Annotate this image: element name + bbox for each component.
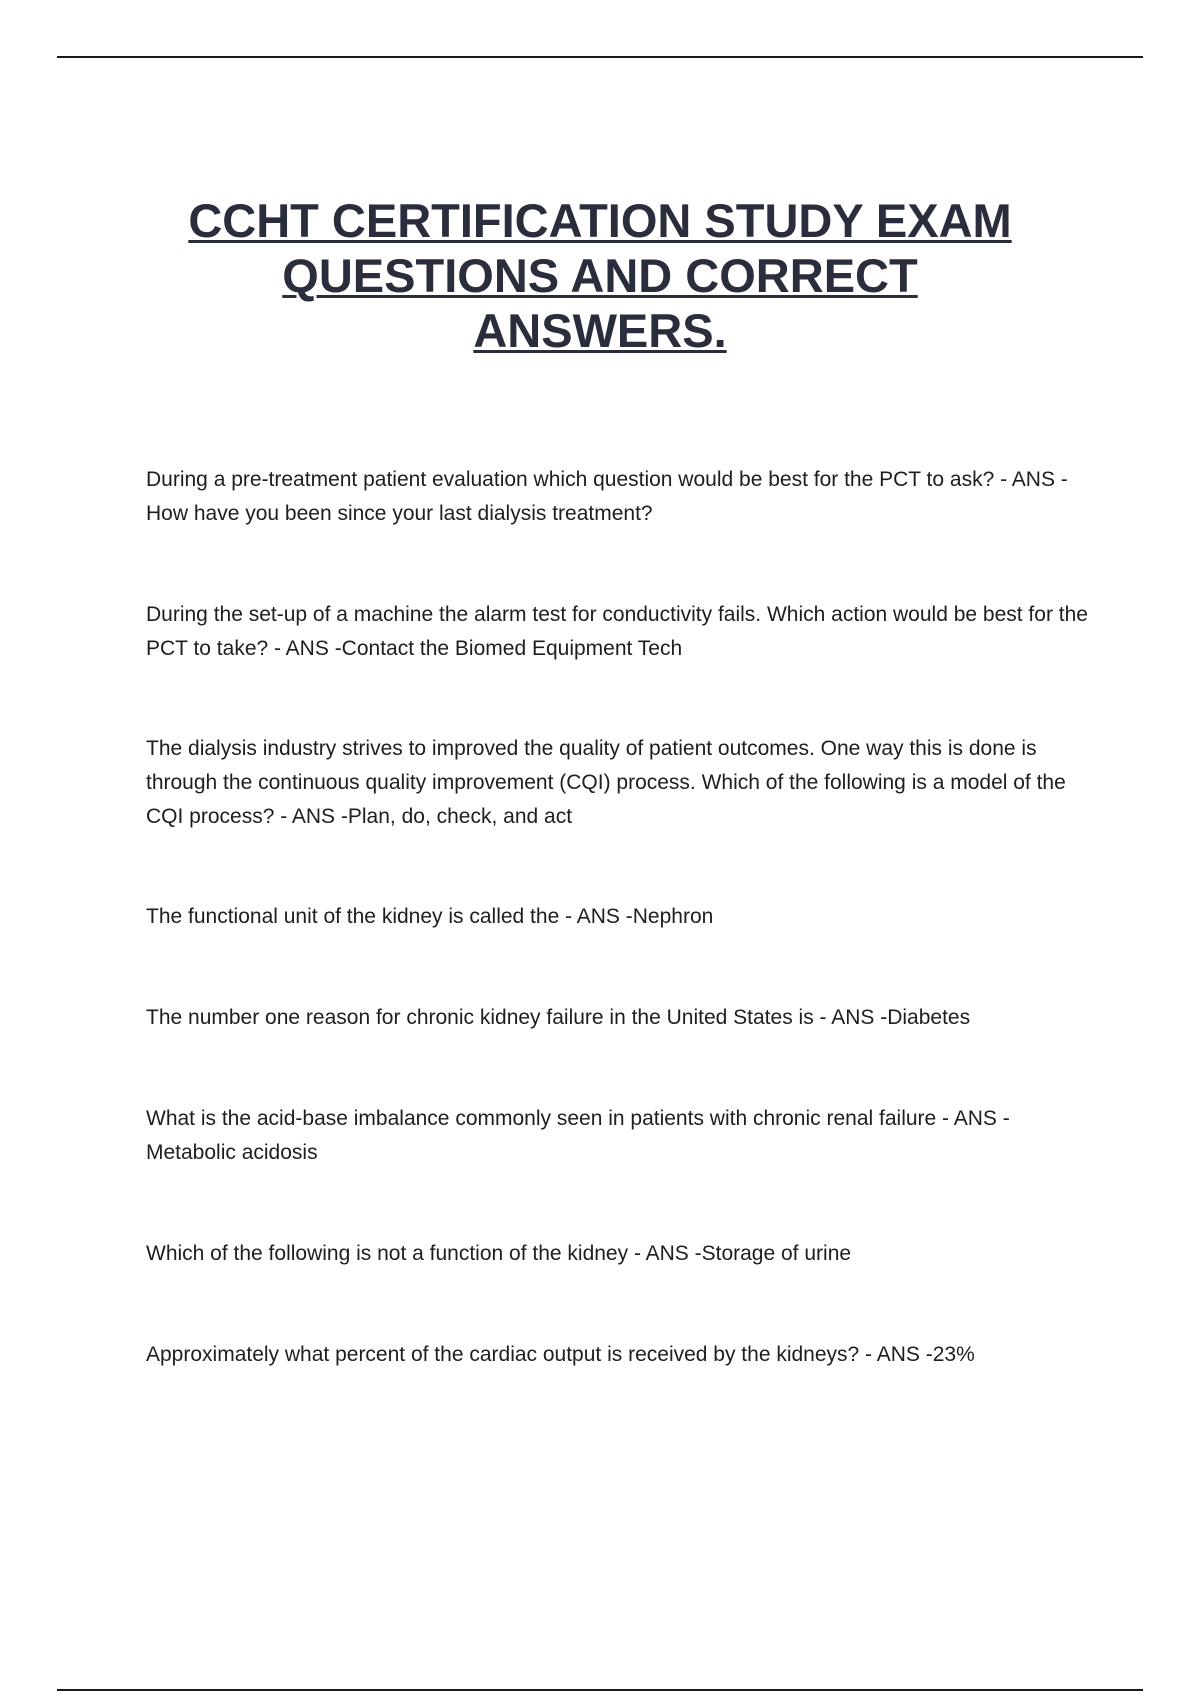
top-rule xyxy=(57,56,1143,58)
qa-item-3: The dialysis industry strives to improved the quality of patient outcomes. One way this is done is through the continuous quality improvement (CQI) process. Which of the following is a model of the CQI process? - ANS -Plan, do, check, and act xyxy=(146,737,1066,828)
title-line-3: ANSWERS. xyxy=(473,304,727,357)
qa-item-7: Which of the following is not a function of the kidney - ANS -Storage of urine xyxy=(146,1242,852,1265)
qa-item-4: The functional unit of the kidney is called the - ANS -Nephron xyxy=(146,905,714,928)
qa-item-1: During a pre-treatment patient evaluation which question would be best for the PCT to ask? - ANS -How have you been since your last dialysis treatment? xyxy=(146,468,1068,525)
qa-item-8: Approximately what percent of the cardiac output is received by the kidneys? - ANS -23% xyxy=(146,1343,975,1366)
qa-item-2: During the set-up of a machine the alarm test for conductivity fails. Which action would be best for the PCT to take? - ANS -Contact the Biomed Equipment Tech xyxy=(146,603,1088,660)
qa-item-6: What is the acid-base imbalance commonly seen in patients with chronic renal failure - ANS - Metabolic acidosis xyxy=(146,1107,1010,1164)
title-line-2: QUESTIONS AND CORRECT xyxy=(282,249,918,302)
document-title xyxy=(100,193,1100,358)
qa-item-5: The number one reason for chronic kidney failure in the United States is - ANS -Diabetes xyxy=(146,1006,971,1029)
bottom-rule xyxy=(57,1689,1143,1691)
title-line-1: CCHT CERTIFICATION STUDY EXAM xyxy=(188,194,1012,247)
